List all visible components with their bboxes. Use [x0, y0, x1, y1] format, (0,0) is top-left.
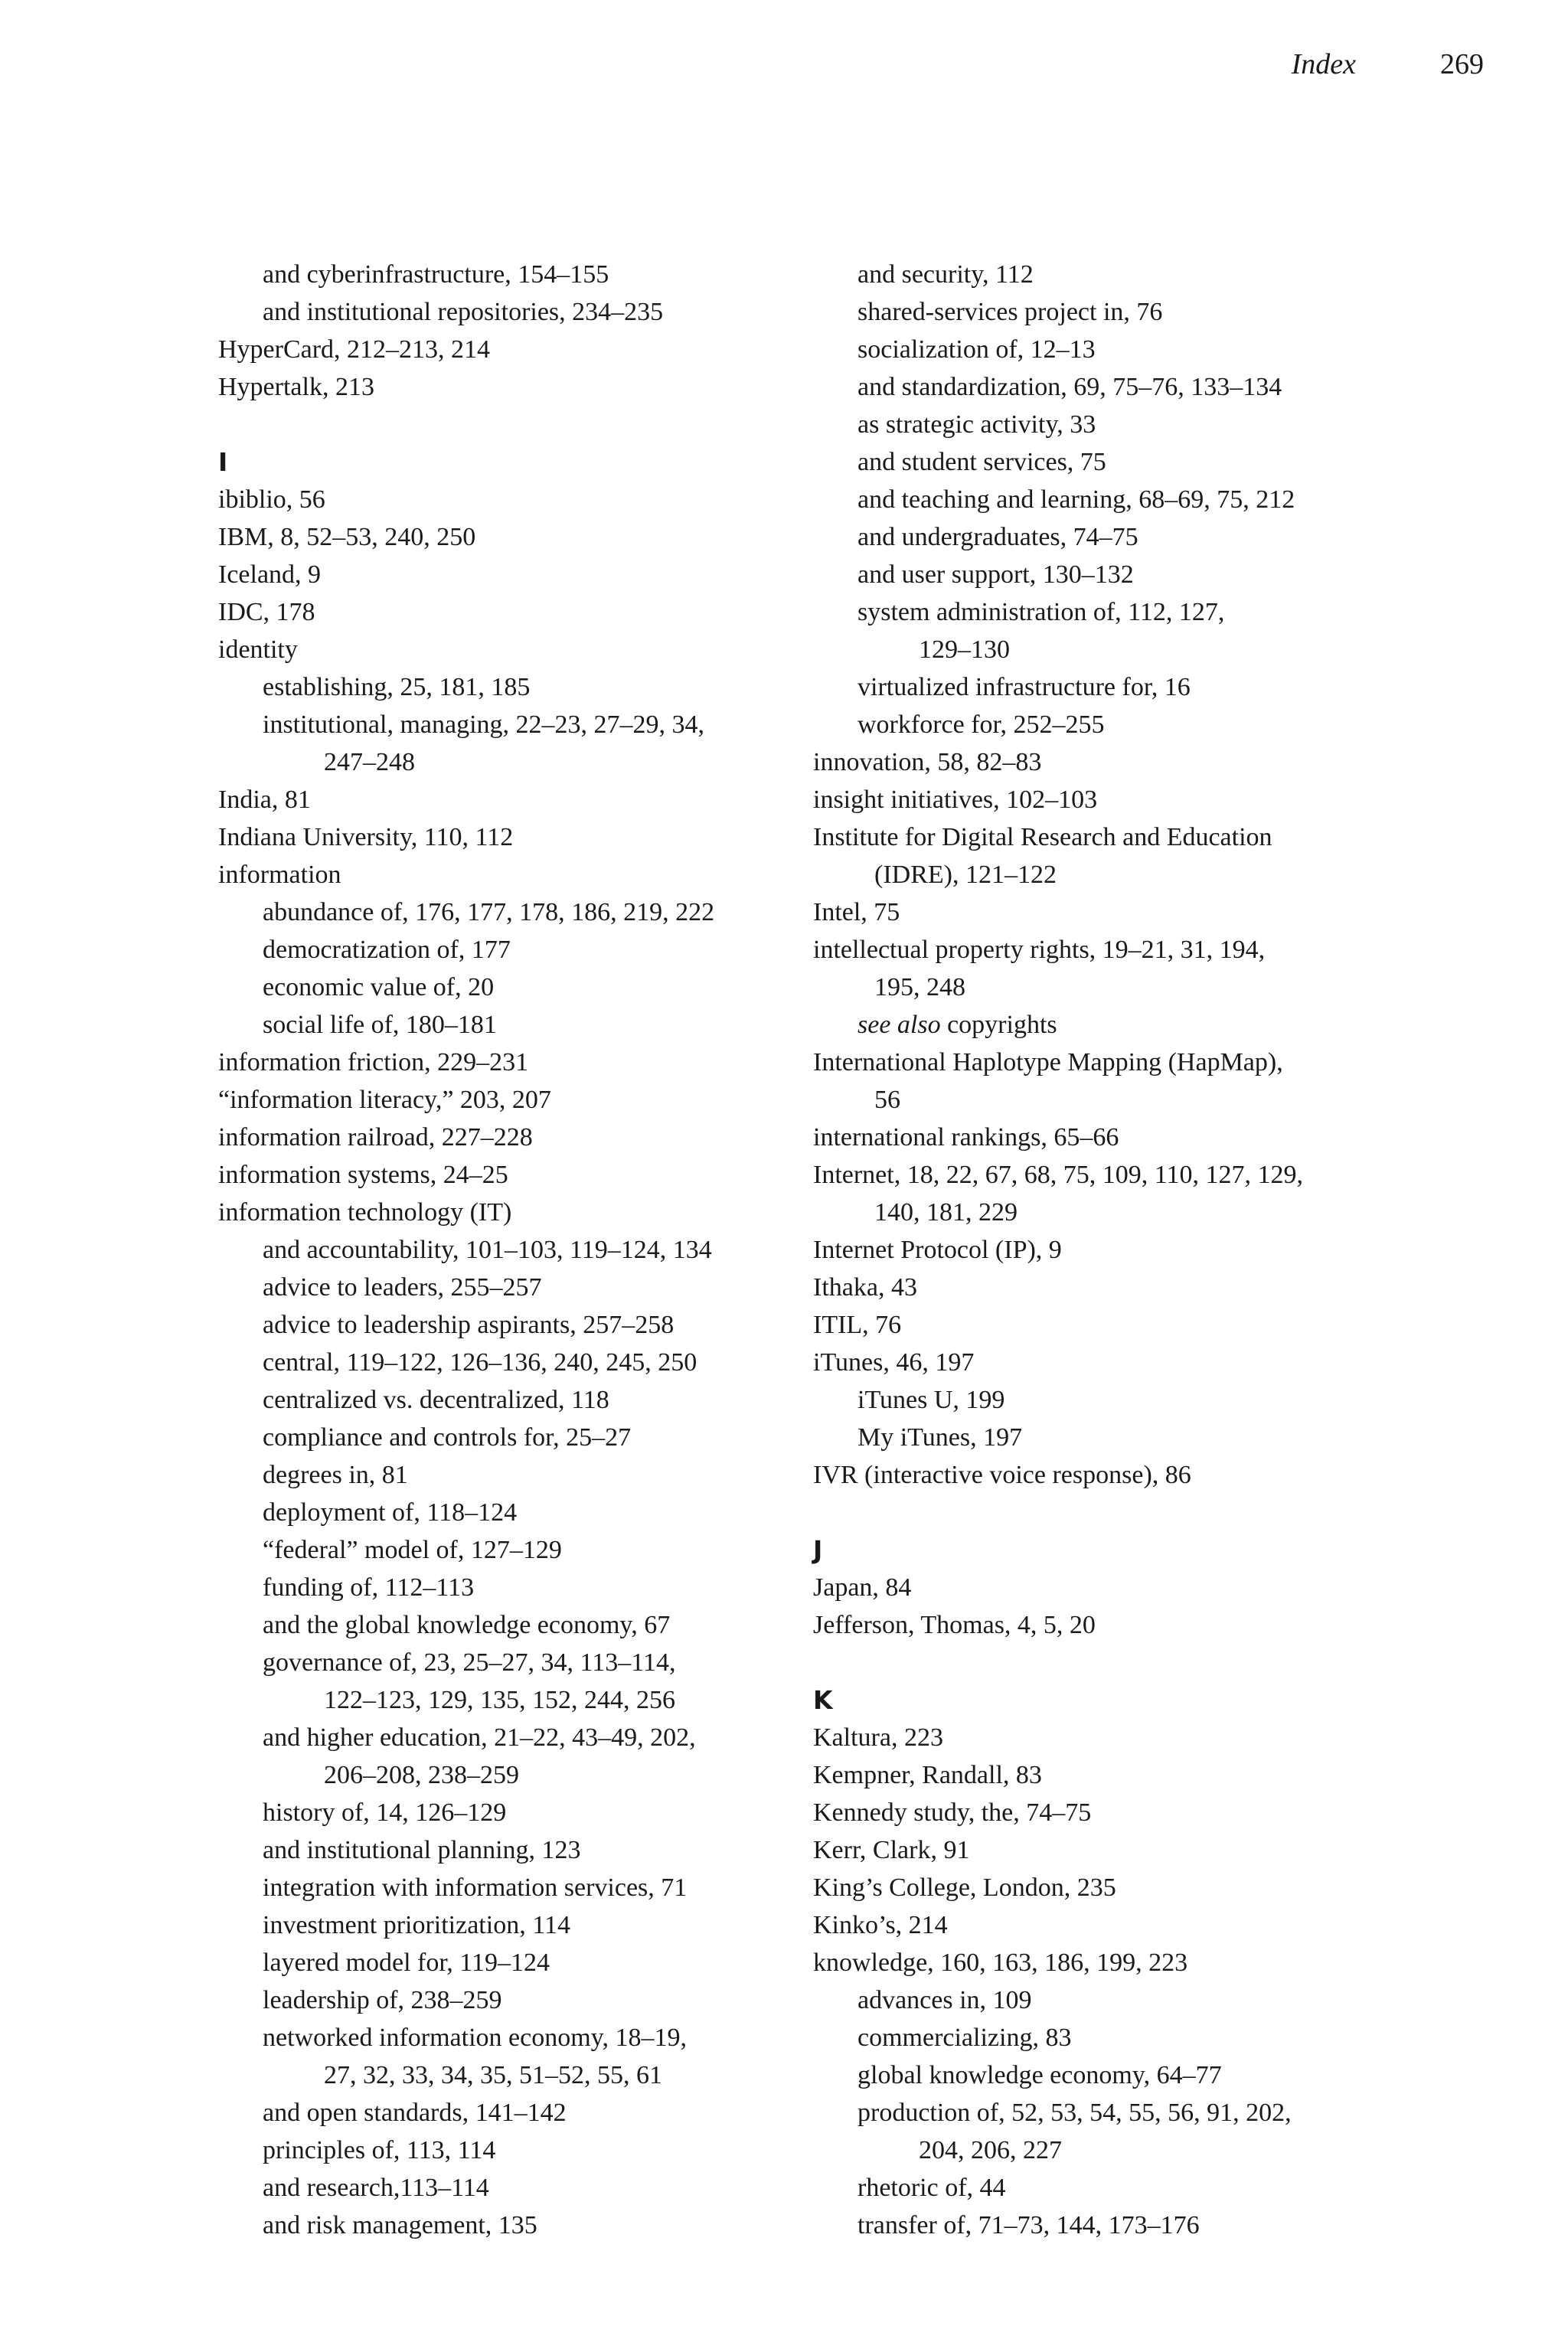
- index-subentry: shared-services project in, 76: [858, 298, 1163, 326]
- index-subentry: central, 119–122, 126–136, 240, 245, 250: [263, 1348, 697, 1377]
- index-subentry: and teaching and learning, 68–69, 75, 212: [858, 485, 1295, 514]
- index-entry: Jefferson, Thomas, 4, 5, 20: [813, 1611, 1096, 1639]
- index-subentry: commercializing, 83: [858, 2024, 1072, 2052]
- cross-reference-entry: [813, 1006, 1364, 1044]
- index-subentry: democratization of, 177: [263, 936, 511, 964]
- index-subentry: economic value of, 20: [263, 973, 495, 1001]
- index-entry-continuation: 204, 206, 227: [919, 2136, 1062, 2164]
- index-entry: Kinko’s, 214: [813, 1911, 948, 1939]
- index-entry: King’s College, London, 235: [813, 1873, 1116, 1902]
- index-entry: identity: [218, 635, 298, 664]
- index-entry: Institute for Digital Research and Education: [813, 823, 1272, 851]
- index-entry: innovation, 58, 82–83: [813, 748, 1042, 776]
- index-entry-continuation: 247–248: [324, 748, 415, 776]
- index-entry: Iceland, 9: [218, 560, 322, 589]
- index-subentry: institutional, managing, 22–23, 27–29, 34,: [263, 710, 705, 739]
- index-subentry: advice to leadership aspirants, 257–258: [263, 1311, 675, 1339]
- index-entry: ITIL, 76: [813, 1311, 902, 1339]
- index-entry: Japan, 84: [813, 1573, 912, 1602]
- index-subentry: virtualized infrastructure for, 16: [858, 673, 1191, 701]
- index-entry: HyperCard, 212–213, 214: [218, 335, 491, 364]
- section-letter-heading: J: [813, 1535, 823, 1565]
- index-entry-continuation: 122–123, 129, 135, 152, 244, 256: [324, 1686, 675, 1714]
- index-subentry: and standardization, 69, 75–76, 133–134: [858, 373, 1282, 401]
- index-entry: Internet, 18, 22, 67, 68, 75, 109, 110, 127, 129,: [813, 1161, 1303, 1189]
- index-subentry: iTunes U, 199: [858, 1386, 1005, 1414]
- index-entry-continuation: (IDRE), 121–122: [874, 861, 1057, 889]
- page-number: 269: [1440, 48, 1484, 80]
- index-entry-continuation: 140, 181, 229: [874, 1198, 1018, 1227]
- index-entry: Hypertalk, 213: [218, 373, 374, 401]
- index-subentry: as strategic activity, 33: [858, 410, 1096, 439]
- cross-reference-target: copyrights: [940, 1011, 1057, 1039]
- index-column-right: [813, 256, 1364, 2244]
- index-subentry: and cyberinfrastructure, 154–155: [263, 260, 609, 289]
- index-entry: Kaltura, 223: [813, 1723, 943, 1752]
- index-entry: Indiana University, 110, 112: [218, 823, 514, 851]
- index-entry: IDC, 178: [218, 598, 315, 626]
- index-entry: Internet Protocol (IP), 9: [813, 1236, 1062, 1264]
- section-letter-heading: K: [813, 1685, 833, 1715]
- index-subentry: and accountability, 101–103, 119–124, 134: [263, 1236, 712, 1264]
- index-subentry: and user support, 130–132: [858, 560, 1134, 589]
- index-subentry: networked information economy, 18–19,: [263, 2024, 687, 2052]
- index-entry: Intel, 75: [813, 898, 900, 926]
- index-subentry: and open standards, 141–142: [263, 2099, 567, 2127]
- index-subentry: funding of, 112–113: [263, 1573, 475, 1602]
- index-entry: knowledge, 160, 163, 186, 199, 223: [813, 1949, 1188, 1977]
- index-subentry: and institutional repositories, 234–235: [263, 298, 664, 326]
- index-entry-continuation: 195, 248: [874, 973, 965, 1001]
- index-subentry: system administration of, 112, 127,: [858, 598, 1225, 626]
- index-subentry: and student services, 75: [858, 448, 1106, 476]
- running-head: [1292, 47, 1484, 81]
- index-entry: information technology (IT): [218, 1198, 512, 1227]
- index-subentry: advice to leaders, 255–257: [263, 1273, 542, 1302]
- index-entry: India, 81: [218, 786, 311, 814]
- index-entry: intellectual property rights, 19–21, 31, 194,: [813, 936, 1266, 964]
- index-entry: information railroad, 227–228: [218, 1123, 533, 1152]
- index-subentry: principles of, 113, 114: [263, 2136, 496, 2164]
- index-subentry: workforce for, 252–255: [858, 710, 1105, 739]
- index-subentry: and research,113–114: [263, 2174, 489, 2202]
- index-entry: “information literacy,” 203, 207: [218, 1086, 551, 1114]
- index-entry: IVR (interactive voice response), 86: [813, 1461, 1191, 1489]
- index-entry: International Haplotype Mapping (HapMap),: [813, 1048, 1283, 1076]
- index-subentry: compliance and controls for, 25–27: [263, 1423, 632, 1452]
- index-entry: ibiblio, 56: [218, 485, 325, 514]
- index-entry-continuation: 27, 32, 33, 34, 35, 51–52, 55, 61: [324, 2061, 662, 2089]
- index-subentry: centralized vs. decentralized, 118: [263, 1386, 609, 1414]
- index-entry: information systems, 24–25: [218, 1161, 508, 1189]
- index-entry: Kennedy study, the, 74–75: [813, 1798, 1092, 1827]
- index-subentry: abundance of, 176, 177, 178, 186, 219, 222: [263, 898, 715, 926]
- index-subentry: and higher education, 21–22, 43–49, 202,: [263, 1723, 696, 1752]
- index-subentry: and risk management, 135: [263, 2211, 537, 2239]
- index-subentry: “federal” model of, 127–129: [263, 1536, 562, 1564]
- index-entry: IBM, 8, 52–53, 240, 250: [218, 523, 476, 551]
- running-head-title: Index: [1291, 48, 1356, 80]
- index-entry: Kempner, Randall, 83: [813, 1761, 1042, 1789]
- index-entry: information: [218, 861, 341, 889]
- index-subentry: and security, 112: [858, 260, 1034, 289]
- index-subentry: global knowledge economy, 64–77: [858, 2061, 1222, 2089]
- index-subentry: integration with information services, 71: [263, 1873, 688, 1902]
- index-entry: information friction, 229–231: [218, 1048, 529, 1076]
- index-entry-continuation: 129–130: [919, 635, 1010, 664]
- index-entry: insight initiatives, 102–103: [813, 786, 1098, 814]
- index-entry: Ithaka, 43: [813, 1273, 917, 1302]
- index-subentry: and the global knowledge economy, 67: [263, 1611, 671, 1639]
- index-subentry: rhetoric of, 44: [858, 2174, 1006, 2202]
- index-subentry: establishing, 25, 181, 185: [263, 673, 531, 701]
- section-letter-heading: I: [218, 447, 228, 477]
- index-subentry: socialization of, 12–13: [858, 335, 1096, 364]
- index-entry-continuation: 206–208, 238–259: [324, 1761, 519, 1789]
- index-subentry: governance of, 23, 25–27, 34, 113–114,: [263, 1648, 676, 1677]
- index-subentry: and institutional planning, 123: [263, 1836, 581, 1864]
- index-entry: iTunes, 46, 197: [813, 1348, 975, 1377]
- index-subentry: and undergraduates, 74–75: [858, 523, 1138, 551]
- index-subentry: deployment of, 118–124: [263, 1498, 518, 1527]
- index-column-left: [218, 256, 800, 2244]
- index-subentry: transfer of, 71–73, 144, 173–176: [858, 2211, 1200, 2239]
- see-also-label: see also: [858, 1011, 941, 1039]
- index-subentry: history of, 14, 126–129: [263, 1798, 507, 1827]
- index-entry: international rankings, 65–66: [813, 1123, 1119, 1152]
- index-subentry: advances in, 109: [858, 1986, 1032, 2014]
- index-subentry: investment prioritization, 114: [263, 1911, 570, 1939]
- index-subentry: social life of, 180–181: [263, 1011, 497, 1039]
- index-subentry: degrees in, 81: [263, 1461, 408, 1489]
- index-subentry: My iTunes, 197: [858, 1423, 1023, 1452]
- index-subentry: production of, 52, 53, 54, 55, 56, 91, 202,: [858, 2099, 1292, 2127]
- index-subentry: leadership of, 238–259: [263, 1986, 502, 2014]
- index-entry: Kerr, Clark, 91: [813, 1836, 970, 1864]
- index-entry-continuation: 56: [874, 1086, 900, 1114]
- index-subentry: layered model for, 119–124: [263, 1949, 550, 1977]
